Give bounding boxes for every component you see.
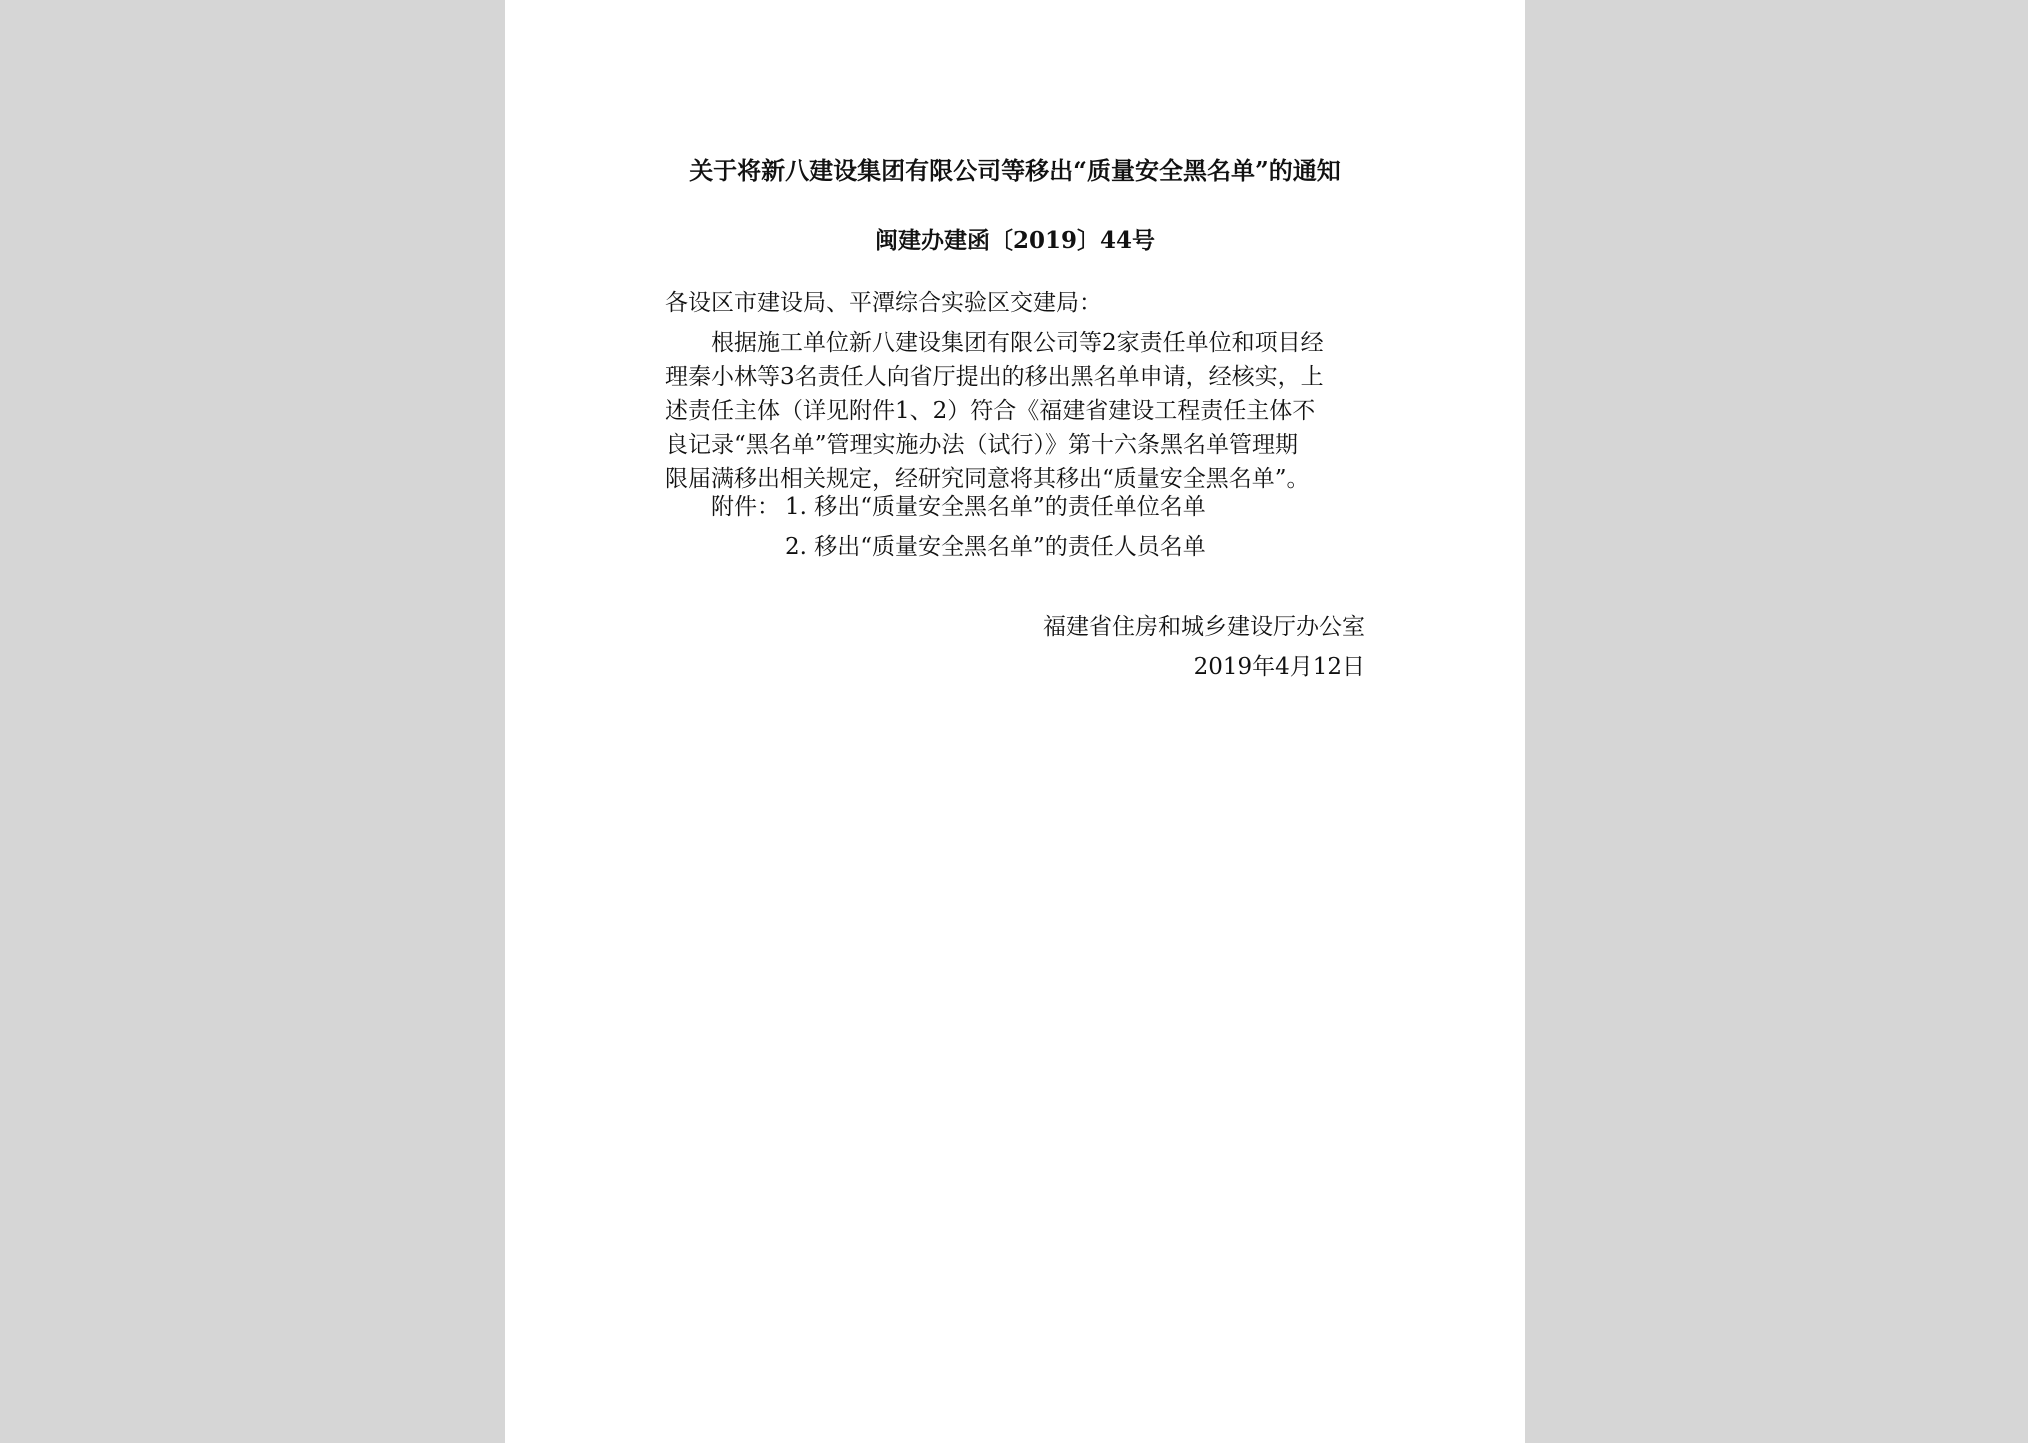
issue-date: 2019年4月12日 xyxy=(1193,654,1365,680)
issuer-signature: 福建省住房和城乡建设厅办公室 xyxy=(1043,614,1365,640)
body-paragraph-line: 限届满移出相关规定，经研究同意将其移出“质量安全黑名单”。 xyxy=(665,466,1310,492)
attachment-item: 2. 移出“质量安全黑名单”的责任人员名单 xyxy=(785,534,1206,560)
document-page xyxy=(505,0,1525,1443)
body-paragraph-line: 根据施工单位新八建设集团有限公司等2家责任单位和项目经 xyxy=(711,330,1324,356)
document-number: 闽建办建函〔2019〕44号 xyxy=(874,227,1156,254)
attachment-item: 1. 移出“质量安全黑名单”的责任单位名单 xyxy=(785,494,1206,520)
recipient-line: 各设区市建设局、平潭综合实验区交建局： xyxy=(665,290,1102,316)
document-title: 关于将新八建设集团有限公司等移出“质量安全黑名单”的通知 xyxy=(689,156,1341,185)
body-paragraph-line: 述责任主体（详见附件1、2）符合《福建省建设工程责任主体不 xyxy=(665,398,1316,424)
body-paragraph-line: 理秦小林等3名责任人向省厅提出的移出黑名单申请，经核实，上 xyxy=(665,364,1324,390)
body-paragraph-line: 良记录“黑名单”管理实施办法（试行）》第十六条黑名单管理期 xyxy=(665,432,1299,458)
attachments-label: 附件： xyxy=(711,494,780,520)
